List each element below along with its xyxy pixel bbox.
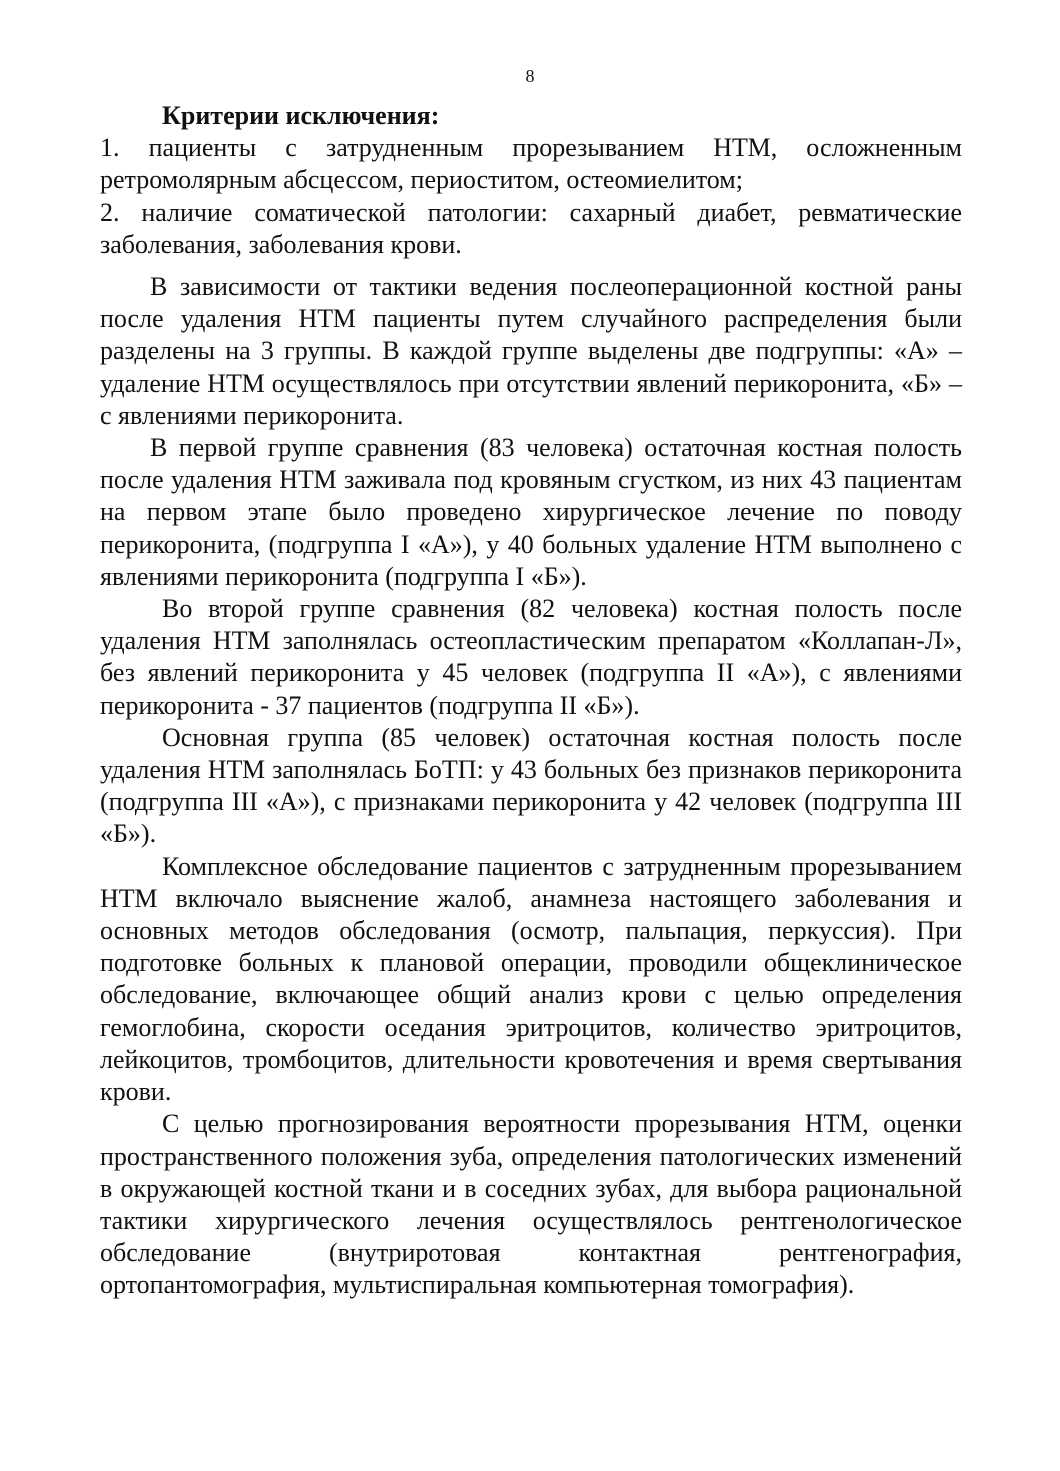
paragraph-examination: Комплексное обследование пациентов с затрудненным прорезыванием НТМ включало выяснение жалоб, анамнеза настоящего заболевания и основных методов обследования (осмотр, пальпация, перкуссия). При подготовке больных к плановой операции, проводили общеклиническое обследование, включающее общий анализ крови с целью определения гемоглобина, скорости оседания эритроцитов, количество эритроцитов, лейкоцитов, тромбоцитов, длительности кровотечения и время свертывания крови. xyxy=(100,851,962,1107)
paragraph-grouping: В зависимости от тактики ведения послеоперационной костной раны после удаления НТМ пациенты путем случайного распределения были разделены на 3 группы. В каждой группе выделены две подгруппы: «А» – удаление НТМ осуществлялось при отсутствии явлений перикоронита, «Б» – с явлениями перикоронита. xyxy=(100,272,962,430)
exclusion-criterion-2: 2. наличие соматической патологии: сахарный диабет, ревматические заболевания, заболевания крови. xyxy=(100,197,962,259)
paragraph-first-group: В первой группе сравнения (83 человека) остаточная костная полость после удаления НТМ заживала под кровяным сгустком, из них 43 пациентам на первом этапе было проведено хирургическое лечение по поводу перикоронита, (подгруппа I «А»), у 40 больных удаление НТМ выполнено с явлениями перикоронита (подгруппа I «Б»). xyxy=(100,433,962,591)
exclusion-criterion-1: 1. пациенты с затрудненным прорезыванием НТМ, осложненным ретромолярным абсцессом, периоститом, остеомиелитом; xyxy=(100,133,962,195)
paragraph-main-group: Основная группа (85 человек) остаточная костная полость после удаления НТМ заполнялась БоТП: у 43 больных без признаков перикоронита (подгруппа III «А»), с признаками перикоронита у 42 человек (подгруппа III «Б»). xyxy=(100,722,962,849)
exclusion-criteria-heading: Критерии исключения: xyxy=(162,101,440,130)
paragraph-second-group: Во второй группе сравнения (82 человека) костная полость после удаления НТМ заполнялась остеопластическим препаратом «Коллапан-Л», без явлений перикоронита у 45 человек (подгруппа II «А»), с явлениями перикоронита - 37 пациентов (подгруппа II «Б»). xyxy=(100,594,962,720)
page-body xyxy=(100,100,962,1302)
section-spacer xyxy=(100,261,962,271)
paragraph-radiology: С целью прогнозирования вероятности прорезывания НТМ, оценки пространственного положения зуба, определения патологических изменений в окружающей костной ткани и в соседних зубах, для выбора рациональной тактики хирургического лечения осуществлялось рентгенологическое обследование (внутриротовая контактная рентгенография, ортопантомография, мультиспиральная компьютерная томография). xyxy=(100,1109,962,1300)
page-number: 8 xyxy=(525,66,535,86)
